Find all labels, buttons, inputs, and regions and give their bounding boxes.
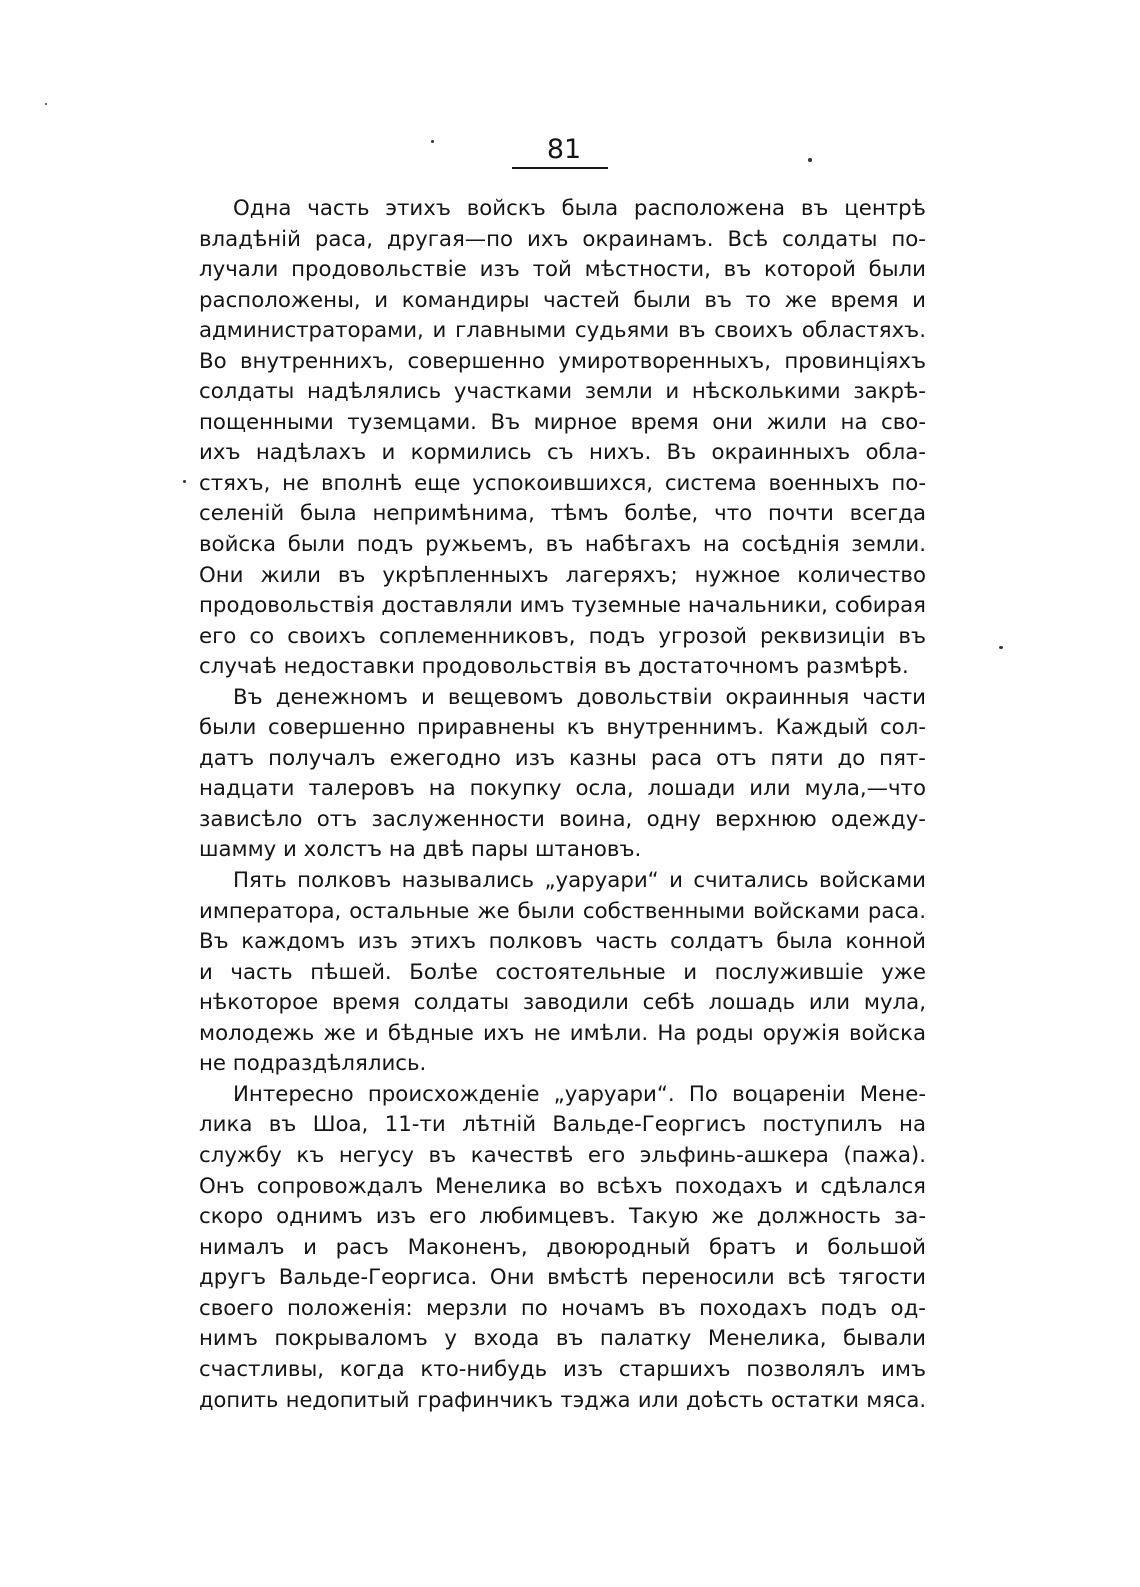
text-line: Интересно происхожденіе „уаруари“. По воцареніи Мене- (233, 1081, 926, 1107)
text-line: лучали продовольствіе изъ той мѣстности, въ которой были (199, 257, 926, 283)
scan-speck (808, 158, 812, 162)
text-line: лика въ Шоа, 11-ти лѣтній Вальде-Георгисъ поступилъ на (199, 1112, 926, 1138)
text-line: расположены, и командиры частей были въ то же время и (199, 287, 926, 313)
scan-speck (999, 646, 1003, 649)
text-line: нѣкоторое время солдаты заводили себѣ лошадь или мула, (199, 990, 926, 1016)
text-line: пощенными туземцами. Въ мирное время они жили на сво- (199, 409, 926, 435)
text-line: селеній была непримѣнима, тѣмъ болѣе, что почти всегда (199, 501, 926, 527)
text-line: Они жили въ укрѣпленныхъ лагеряхъ; нужное количество (199, 562, 926, 588)
page-number: 81 (546, 134, 582, 165)
text-line: императора, остальные же были собственными войсками раса. (199, 898, 926, 924)
text-line: надцати талеровъ на покупку осла, лошади или мула,—что (199, 776, 926, 802)
text-line: его со своихъ соплеменниковъ, подъ угрозой реквизиціи въ (199, 623, 926, 649)
text-line: другъ Вальде-Георгиса. Они вмѣстѣ переносили всѣ тягости (199, 1265, 926, 1291)
text-line: нималъ и расъ Маконенъ, двоюродный братъ и большой (199, 1234, 926, 1260)
text-line: датъ получалъ ежегодно изъ казны раса отъ пяти до пят- (199, 745, 926, 771)
text-line: ихъ надѣлахъ и кормились съ нихъ. Въ окраинныхъ обла- (199, 440, 926, 466)
text-line: Пять полковъ назывались „уаруари“ и считались войсками (233, 868, 926, 894)
page-number-rule (512, 167, 608, 169)
text-line: шамму и холстъ на двѣ пары штановъ. (199, 837, 642, 863)
text-line: допить недопитый графинчикъ тэджа или доѣсть остатки мяса. (199, 1388, 926, 1413)
text-line: службу къ негусу въ качествѣ его эльфинь-ашкера (пажа). (199, 1142, 926, 1168)
text-line: скоро однимъ изъ его любимцевъ. Такую же должность за- (199, 1204, 926, 1230)
text-line: Во внутреннихъ, совершенно умиротворенныхъ, провинціяхъ (199, 348, 926, 374)
text-line: продовольствія доставляли имъ туземные начальники, собирая (199, 593, 926, 619)
text-line: войска были подъ ружьемъ, въ набѣгахъ на сосѣднія земли. (199, 532, 926, 558)
scan-speck (183, 480, 186, 483)
text-line: Въ денежномъ и вещевомъ довольствіи окраинныя части (233, 684, 926, 710)
text-line: были совершенно приравнены къ внутреннимъ. Каждый сол- (199, 715, 926, 741)
text-line: зависѣло отъ заслуженности воина, одну верхнюю одежду- (199, 806, 926, 832)
text-line: своего положенія: мерзли по ночамъ въ походахъ подъ од- (199, 1295, 926, 1321)
text-line: Въ каждомъ изъ этихъ полковъ часть солдатъ была конной (199, 929, 926, 955)
text-line: и часть пѣшей. Болѣе состоятельные и послужившіе уже (199, 959, 926, 985)
text-line: стяхъ, не вполнѣ еще успокоившихся, система военныхъ по- (199, 470, 926, 496)
text-line: молодежь же и бѣдные ихъ не имѣли. На роды оружія войска (199, 1020, 926, 1046)
body-text (199, 194, 926, 1416)
text-line: нимъ покрываломъ у входа въ палатку Менелика, бывали (199, 1326, 926, 1352)
text-line: Одна часть этихъ войскъ была расположена въ центрѣ (233, 196, 926, 221)
text-line: счастливы, когда кто-нибудь изъ старшихъ позволялъ имъ (199, 1356, 926, 1382)
text-line: солдаты надѣлялись участками земли и нѣсколькими закрѣ- (199, 379, 926, 405)
scan-speck (45, 103, 47, 105)
scan-speck (431, 140, 434, 143)
text-line: Онъ сопровождалъ Менелика во всѣхъ походахъ и сдѣлался (199, 1173, 926, 1199)
text-line: владѣній раса, другая—по ихъ окраинамъ. Всѣ солдаты по- (199, 226, 926, 252)
text-line: случаѣ недоставки продовольствія въ достаточномъ размѣрѣ. (199, 654, 909, 680)
text-line: не подраздѣлялись. (199, 1051, 427, 1077)
text-line: администраторами, и главными судьями въ своихъ областяхъ. (199, 318, 926, 344)
